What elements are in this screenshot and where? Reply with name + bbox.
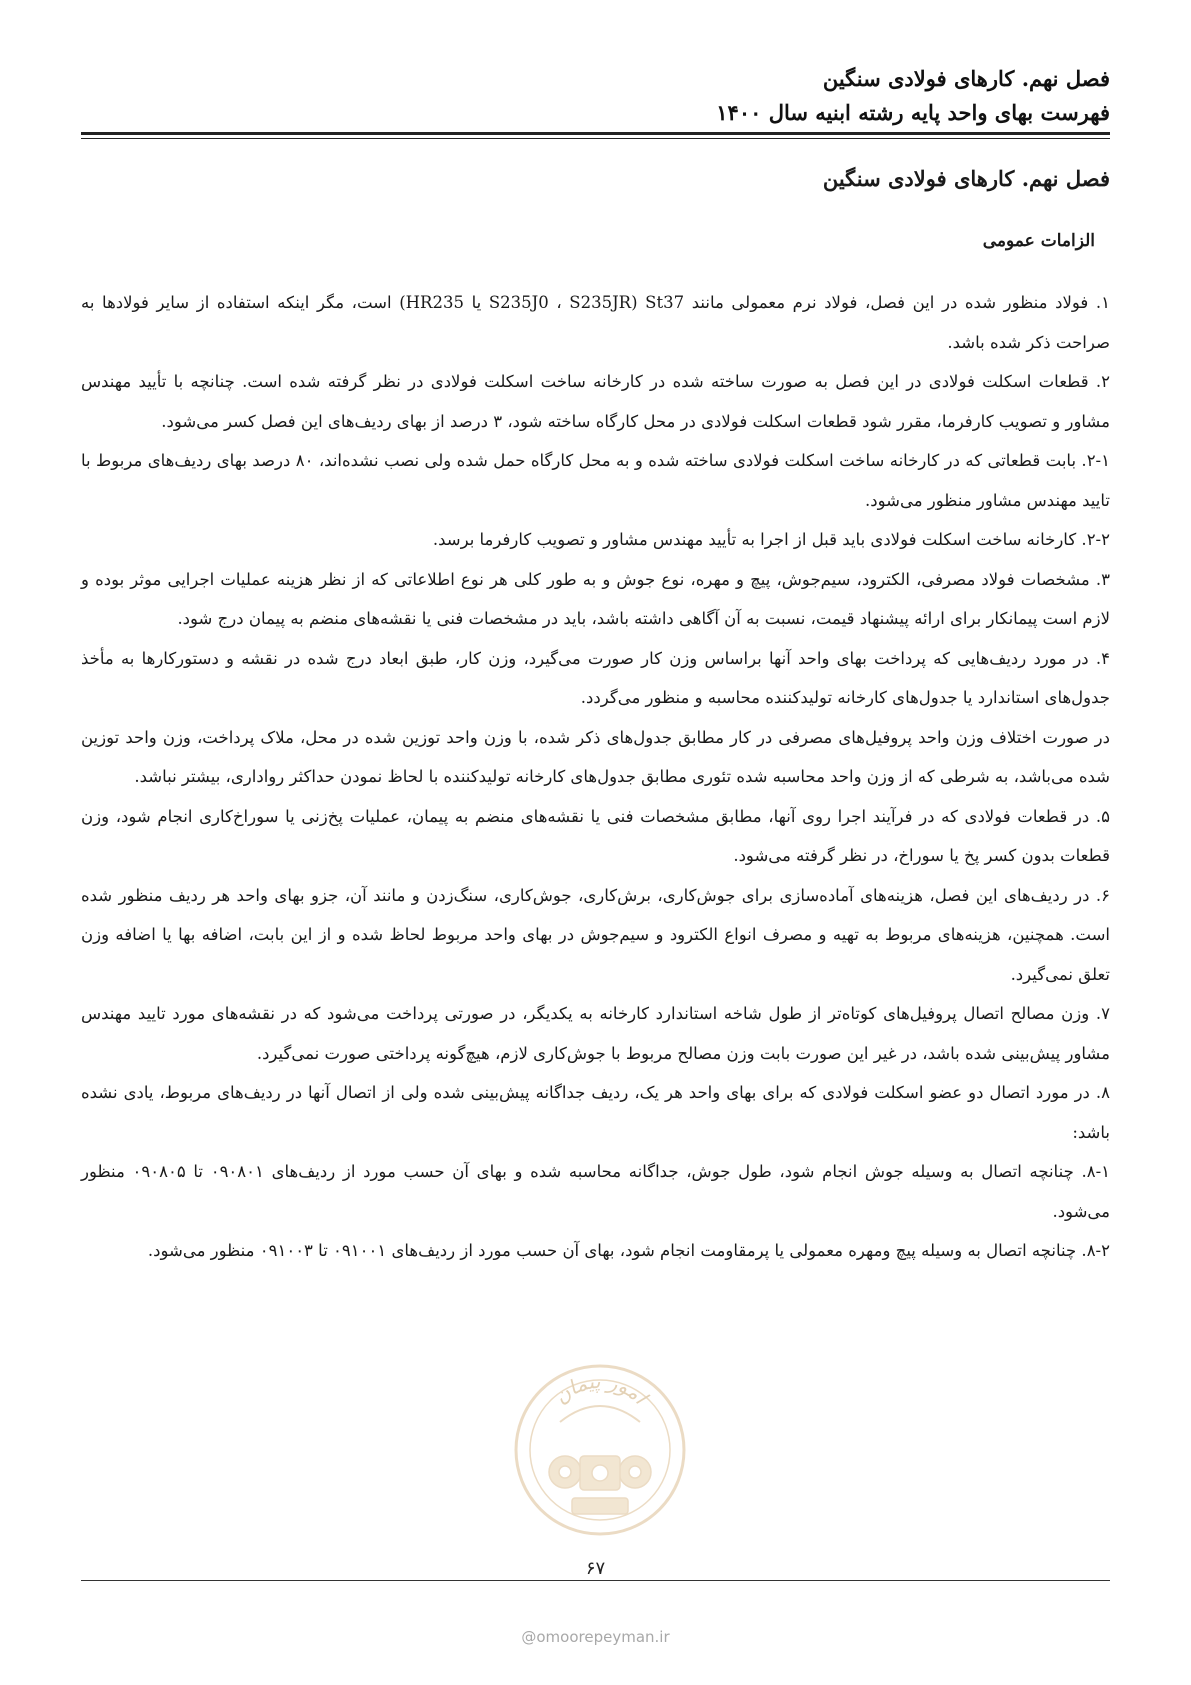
paragraph-7: ۷. وزن مصالح اتصال پروفیل‌های کوتاه‌تر از طول شاخه استاندارد کارخانه به یکدیگر، در صورتی پرداخت می‌شود که در نقشه‌های مورد تایید مهندس مشاور پیش‌بینی شده باشد، در غیر این صورت بابت وزن مصالح مربوط با جوش‌کاری لازم، هیچ‌گونه پرداختی صورت نمی‌گیرد. xyxy=(81,1004,1110,1063)
paragraph-2: ۲. قطعات اسکلت فولادی در این فصل به صورت ساخته شده در کارخانه ساخت اسکلت فولادی در نظر گرفته شده است. چنانچه با تأیید مهندس مشاور و تصویب کارفرما، مقرر شود قطعات اسکلت فولادی در محل کارگاه ساخته شود، ۳ درصد از بهای ردیف‌های این فصل کسر می‌شود. xyxy=(81,372,1110,431)
paragraph-3: ۳. مشخصات فولاد مصرفی، الکترود، سیم‌جوش، پیچ و مهره، نوع جوش و به طور کلی هر نوع اطلاعاتی که از نظر هزینه عملیات اجرایی موثر بوده و لازم است پیمانکار برای ارائه پیشنهاد قیمت، نسبت به آن آگاهی داشته باشد، باید در مشخصات فنی یا نقشه‌های منضم به پیمان درج شود. xyxy=(81,569,1110,628)
page-header xyxy=(81,62,1110,130)
paragraph-8-2: ۸-۲. چنانچه اتصال به وسیله پیچ ومهره معمولی یا پرمقاومت انجام شود، بهای آن حسب مورد از ردیف‌های ۰۹۱۰۰۱ تا ۰۹۱۰۰۳ منظور می‌شود. xyxy=(147,1241,1110,1260)
paragraph-4-continued: در صورت اختلاف وزن واحد پروفیل‌های مصرفی در کار مطابق جدول‌های ذکر شده، با وزن واحد توزین شده در محل، ملاک پرداخت، وزن واحد توزین شده می‌باشد، به شرطی که از وزن واحد محاسبه شده تئوری مطابق جدول‌های کارخانه تولیدکننده با لحاظ نمودن حداکثر رواداری، بیشتر نباشد. xyxy=(81,727,1110,786)
section-title: الزامات عمومی xyxy=(982,231,1095,251)
paragraph-6: ۶. در ردیف‌های این فصل، هزینه‌های آماده‌سازی برای جوش‌کاری، برش‌کاری، جوش‌کاری، سنگ‌زدن و مانند آن، جزو بهای واحد هر ردیف منظور شده است. همچنین، هزینه‌های مربوط به تهیه و مصرف انواع الکترود و سیم‌جوش در بهای واحد مربوط لحاظ شده و از این بابت، اضافه بها یا اضافه وزن تعلق نمی‌گیرد. xyxy=(81,885,1110,984)
body-text xyxy=(81,283,1110,1271)
paragraph-8: ۸. در مورد اتصال دو عضو اسکلت فولادی که برای بهای واحد هر یک، ردیف جداگانه پیش‌بینی شده ولی از اتصال آنها در ردیف‌های مربوط، یادی نشده باشد: xyxy=(81,1083,1110,1142)
footer-rule xyxy=(81,1580,1110,1581)
chapter-title: فصل نهم. کارهای فولادی سنگین xyxy=(822,166,1110,191)
seal-label: امور پیمان xyxy=(549,1368,652,1409)
header-rule-thick xyxy=(81,132,1110,135)
paragraph-1: ۱. فولاد منظور شده در این فصل، فولاد نرم معمولی مانند St37 (S235J0 ، S235JR یا HR235) است، مگر اینکه استفاده از سایر فولادها به صراحت ذکر شده باشد. xyxy=(81,293,1111,352)
seal-watermark-icon xyxy=(510,1360,690,1540)
paragraph-4: ۴. در مورد ردیف‌هایی که پرداخت بهای واحد آنها براساس وزن کار صورت می‌گیرد، وزن کار، طبق ابعاد درج شده در نقشه و دستورکارها به مأخذ جدول‌های استاندارد یا جدول‌های کارخانه تولیدکننده محاسبه و منظور می‌گردد. xyxy=(81,648,1110,707)
header-chapter-line: فصل نهم. کارهای فولادی سنگین xyxy=(822,66,1110,91)
paragraph-2-2: ۲-۲. کارخانه ساخت اسکلت فولادی باید قبل از اجرا به تأیید مهندس مشاور و تصویب کارفرما برسد. xyxy=(432,530,1110,549)
header-rule-thin xyxy=(81,138,1110,139)
paragraph-5: ۵. در قطعات فولادی که در فرآیند اجرا روی آنها، مطابق مشخصات فنی یا نقشه‌های منضم به پیمان، عملیات پخ‌زنی یا سوراخ‌کاری انجام شود، وزن قطعات بدون کسر پخ یا سوراخ، در نظر گرفته می‌شود. xyxy=(81,806,1110,865)
paragraph-2-1: ۲-۱. بابت قطعاتی که در کارخانه ساخت اسکلت فولادی ساخته شده و به محل کارگاه حمل شده ولی نصب نشده‌اند، ۸۰ درصد بهای ردیف‌های مربوط با تایید مهندس مشاور منظور می‌شود. xyxy=(81,451,1110,510)
paragraph-8-1: ۸-۱. چنانچه اتصال به وسیله جوش انجام شود، طول جوش، جداگانه محاسبه شده و بهای آن حسب مورد از ردیف‌های ۰۹۰۸۰۱ تا ۰۹۰۸۰۵ منظور می‌شود. xyxy=(81,1162,1111,1221)
header-catalog-line: فهرست بهای واحد پایه رشته ابنیه سال ۱۴۰۰ xyxy=(716,100,1110,125)
watermark-url: @omoorepeyman.ir xyxy=(521,1628,670,1646)
page-number: ۶۷ xyxy=(585,1558,606,1579)
